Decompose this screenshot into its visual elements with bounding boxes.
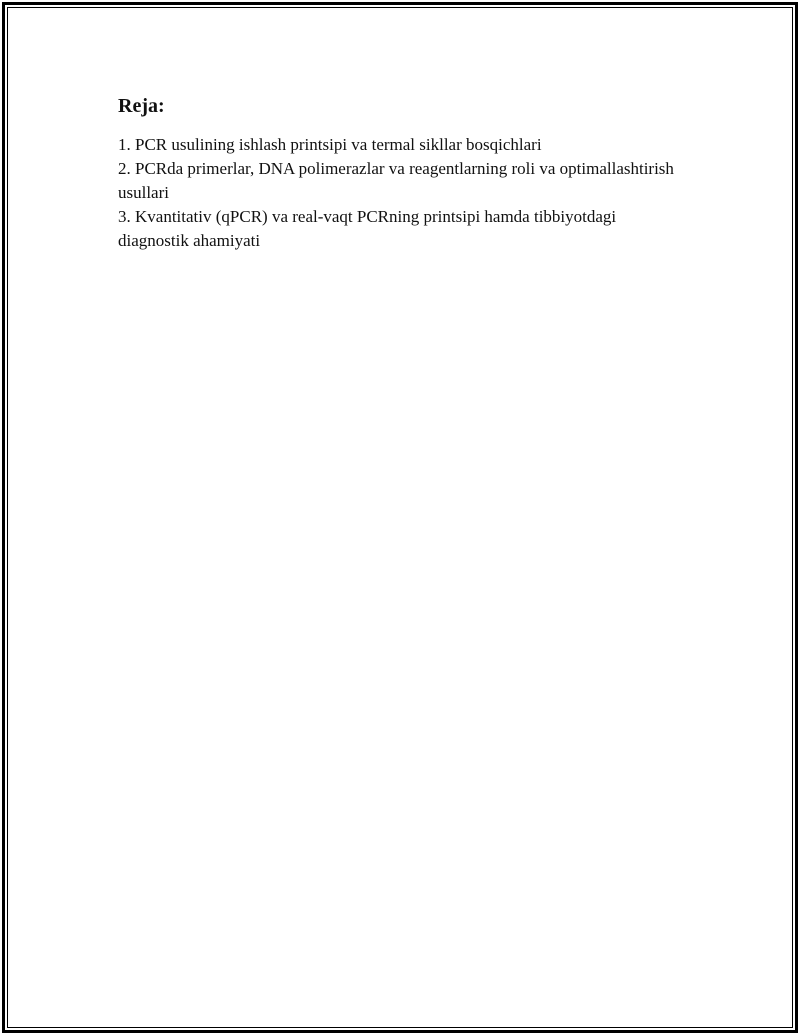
document-body [118, 93, 688, 253]
page-title: Reja: [118, 95, 165, 117]
plan-list [118, 133, 688, 253]
plan-item-3: 3. Kvantitativ (qPCR) va real-vaqt PCRning printsipi hamda tibbiyotdagi diagnostik ahamiyati [118, 207, 617, 250]
plan-item-2: 2. PCRda primerlar, DNA polimerazlar va reagentlarning roli va optimallashtirish usullari [118, 159, 674, 202]
plan-item-1: 1. PCR usulining ishlash printsipi va termal sikllar bosqichlari [118, 135, 542, 154]
